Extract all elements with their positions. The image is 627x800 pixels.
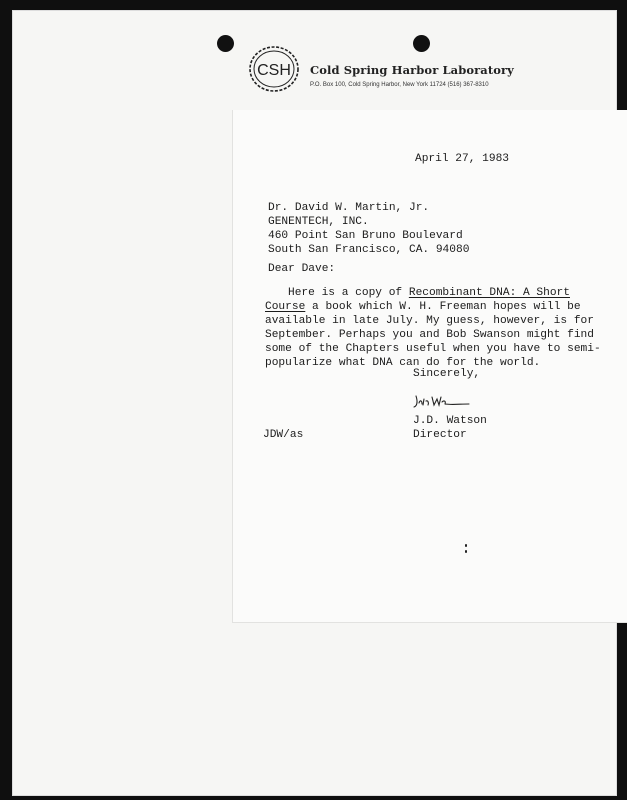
recipient-name: Dr. David W. Martin, Jr. [268, 202, 430, 214]
typist-initials: JDW/as [263, 429, 304, 441]
signature-icon [412, 392, 472, 410]
speck [465, 544, 467, 547]
body-line: popularize what DNA can do for the world. [265, 357, 541, 369]
recipient-company: GENENTECH, INC. [268, 216, 369, 228]
body-line: September. Perhaps you and Bob Swanson might find [265, 329, 594, 341]
recipient-city: South San Francisco, CA. 94080 [268, 244, 470, 256]
recipient-address [268, 201, 469, 257]
closing: Sincerely, [413, 368, 481, 380]
book-title: Course [265, 301, 306, 313]
body-line: some of the Chapters useful when you have to semi- [265, 343, 601, 355]
organization-address: P.O. Box 100, Cold Spring Harbor, New York 11724 (516) 367-8310 [310, 82, 489, 88]
recipient-street: 460 Point San Bruno Boulevard [268, 230, 463, 242]
punch-hole [217, 35, 234, 52]
organization-name: Cold Spring Harbor Laboratory [310, 63, 514, 77]
speck [465, 550, 467, 553]
csh-logo-icon [246, 43, 302, 95]
body-line [265, 286, 570, 300]
body-text: Here is a copy of [288, 287, 409, 299]
body-line [265, 300, 581, 314]
signer-title: Director [413, 429, 467, 441]
punch-hole [413, 35, 430, 52]
letter-page [12, 10, 617, 796]
signer-name: J.D. Watson [413, 415, 487, 427]
body-line: available in late July. My guess, however, is for [265, 315, 594, 327]
book-title: Recombinant DNA: A Short [408, 287, 570, 299]
letter-date: April 27, 1983 [415, 153, 509, 165]
salutation: Dear Dave: [268, 263, 336, 275]
logo-text: CSH [257, 62, 291, 79]
body-text: a book which W. H. Freeman hopes will be [305, 301, 581, 313]
